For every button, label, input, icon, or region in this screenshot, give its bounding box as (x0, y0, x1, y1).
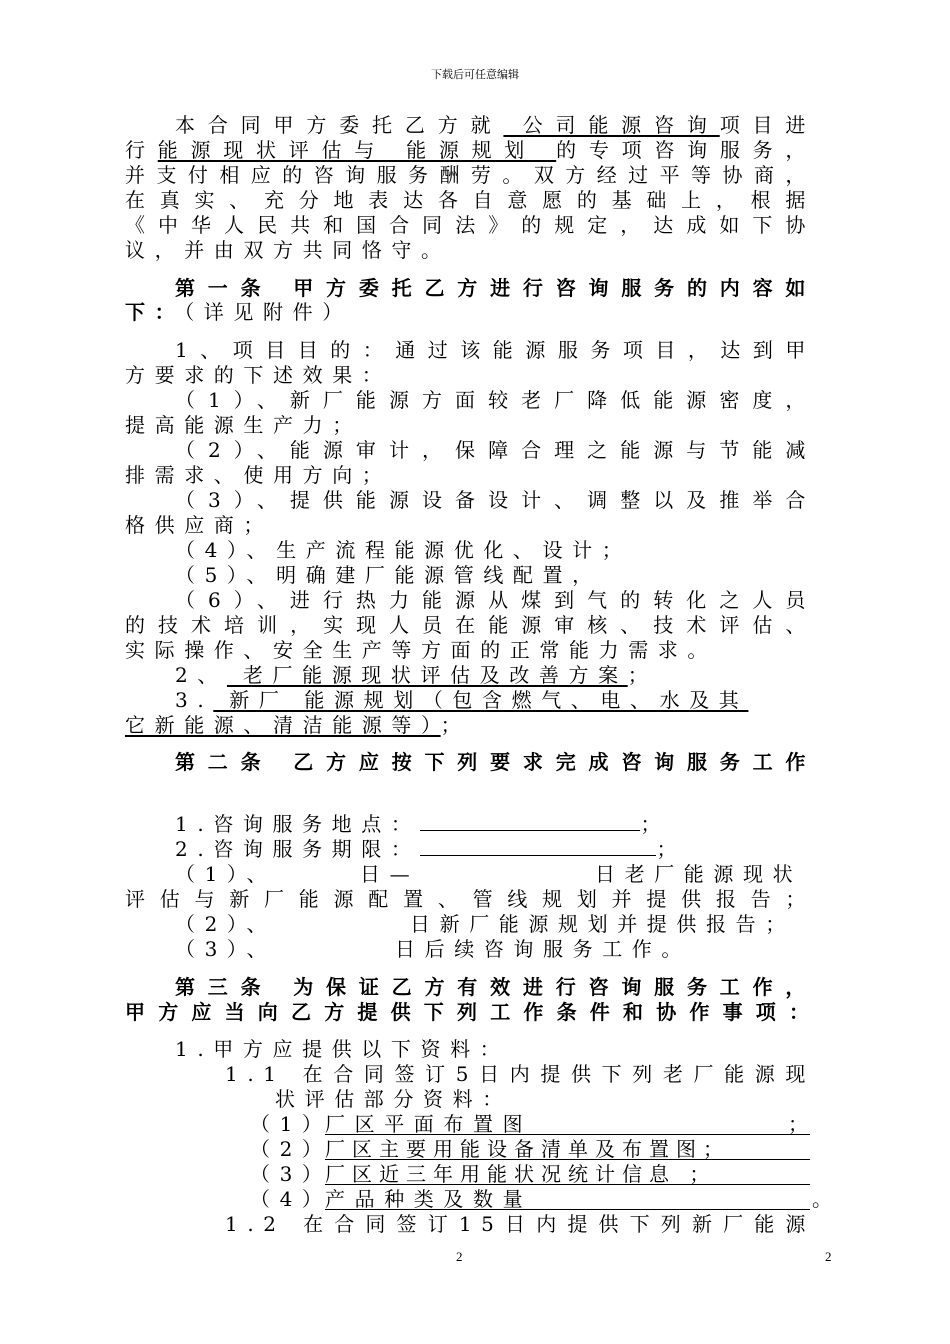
project-name: 公司能源咨询 (503, 113, 720, 137)
a3-item12-line1: 1.2 在合同签订15日内提供下列新厂能源 (225, 1212, 815, 1236)
article-2-title: 第二条 乙方应按下列要求完成咨询服务工作 (175, 750, 815, 774)
a1-item3-line1: 3. 新厂 能源规划（包含燃气、电、水及其 (175, 688, 749, 712)
a1-item1-line1: 1、项目目的：通过该能源服务项目，达到甲 (175, 338, 815, 362)
a1-sub1-line2: 提高能源生产力； (125, 413, 362, 437)
intro-line-1: 本合同甲方委托乙方就 公司能源咨询项目进 (175, 113, 815, 137)
page-number-right: 2 (825, 1249, 832, 1264)
a1-sub3-line1: （3）、提供能源设备设计、调整以及推举合 (175, 488, 815, 512)
a1-sub2-line1: （2）、能源审计，保障合理之能源与节能减 (175, 438, 815, 462)
a1-sub6-line3: 实际操作、安全生产等方面的正常能力需求。 (125, 638, 717, 662)
a3-req4-num: （4） (250, 1187, 332, 1211)
a3-req1: 厂区平面布置图 ； (325, 1112, 808, 1136)
article-3-title-cont: 甲方应当向乙方提供下列工作条件和协作事项： (125, 1000, 815, 1024)
page-header: 下载后可任意编辑 (431, 68, 519, 81)
a2-period: 2.咨询服务期限： ； (175, 837, 687, 861)
a3-req4: 产品种类及数量 (325, 1187, 810, 1210)
a1-item1-line2: 方要求的下述效果： (125, 363, 392, 387)
period-blank-field[interactable] (420, 837, 656, 856)
a3-item11-line1: 1.1 在合同签订5日内提供下列老厂能源现 (225, 1062, 815, 1086)
a1-sub5: （5）、明确建厂能源管线配置， (175, 563, 602, 587)
a3-req4-end: 。 (812, 1187, 832, 1211)
a2-term1-a: （1）、 (175, 862, 277, 886)
a2-term1-c: 日老厂能源现状 (595, 862, 803, 886)
location-blank-field[interactable] (420, 812, 640, 831)
a2-term1-line2: 评估与新厂能源配置、管线规划并提供报告； (125, 887, 815, 911)
intro-line-4: 在真实、充分地表达各自意愿的基础上，根据 (125, 188, 815, 212)
a1-sub6-line1: （6）、进行热力能源从煤到气的转化之人员 (175, 588, 815, 612)
a3-req1-num: （1） (250, 1112, 332, 1136)
a2-term3-b: 日后续咨询服务工作。 (395, 937, 691, 961)
a1-sub1-line1: （1）、新厂能源方面较老厂降低能源密度， (175, 388, 815, 412)
intro-line-2: 行能源现状评估与 能源规划 的专项咨询服务， (125, 138, 815, 162)
article-1-title: 第一条 甲方委托乙方进行咨询服务的内容如 (175, 276, 815, 300)
service-scope: 能源现状评估与 能源规划 (157, 138, 557, 162)
intro-line-5: 《中华人民共和国合同法》的规定，达成如下协 (125, 213, 815, 237)
a1-item3-line2: 它新能源、清洁能源等）； (125, 713, 471, 737)
a3-item11-line2: 状评估部分资料： (275, 1087, 512, 1111)
a2-term2-a: （2）、 (175, 912, 277, 936)
a2-term3-a: （3）、 (175, 937, 277, 961)
article-1-title-cont: 下：（详见附件） (125, 300, 352, 324)
a3-req3: 厂区近三年用能状况统计信息 ； (325, 1162, 810, 1185)
article-3-title: 第三条 为保证乙方有效进行咨询服务工作， (175, 975, 815, 999)
a2-term2-b: 日新厂能源规划并提供报告； (410, 912, 795, 936)
a2-location: 1.咨询服务地点： ； (175, 812, 671, 836)
a3-req2: 厂区主要用能设备清单及布置图； (325, 1137, 810, 1160)
a1-sub2-line2: 排需求、使用方向； (125, 463, 392, 487)
a2-term1-b: 日— (360, 862, 420, 886)
a1-sub3-line2: 格供应商； (125, 513, 273, 537)
a3-req2-num: （2） (250, 1137, 332, 1161)
a1-sub4: （4）、生产流程能源优化、设计； (175, 538, 632, 562)
intro-line-6: 议，并由双方共同恪守。 (125, 238, 451, 262)
intro-line-3: 并支付相应的咨询服务酬劳。双方经过平等协商， (125, 163, 815, 187)
a1-item2: 2、 老厂能源现状评估及改善方案； (175, 663, 658, 687)
a1-sub6-line2: 的技术培训，实现人员在能源审核、技术评估、 (125, 613, 815, 637)
a3-item1: 1.甲方应提供以下资料： (175, 1037, 510, 1061)
a3-req3-num: （3） (250, 1162, 332, 1186)
page-number-center: 2 (456, 1249, 463, 1264)
